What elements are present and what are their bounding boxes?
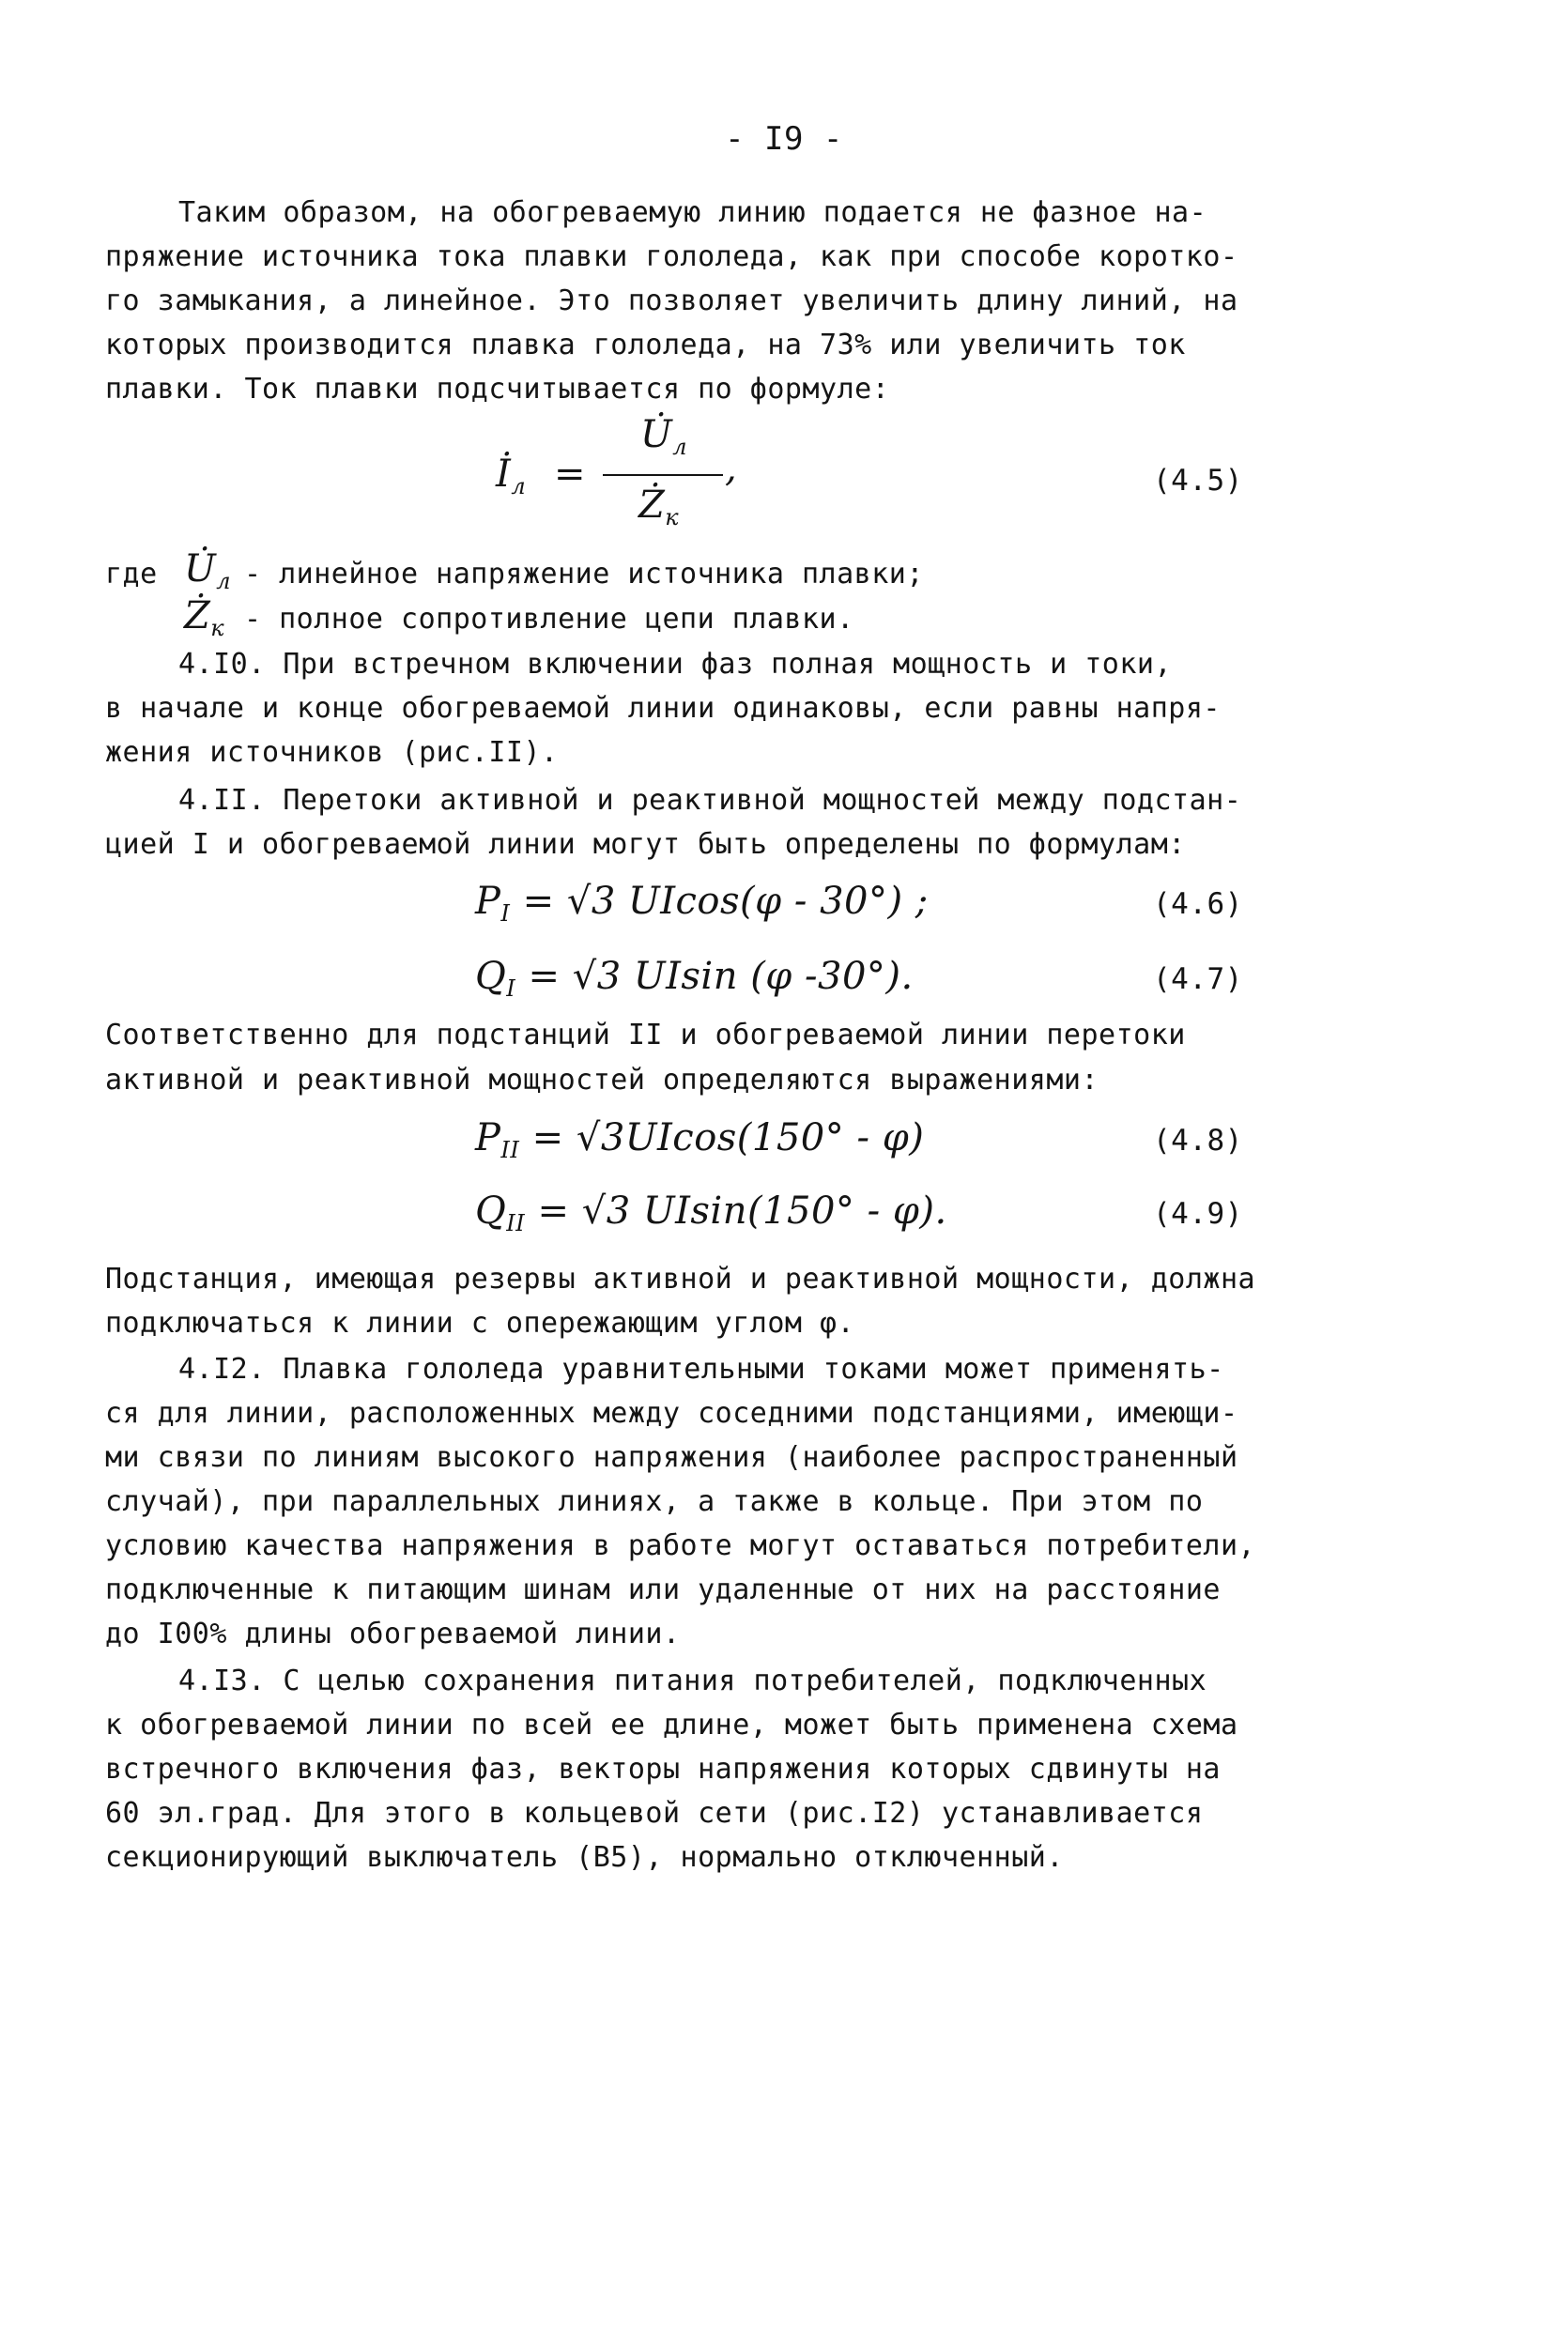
text-line: цией I и обогреваемой линии могут быть определены по формулам: [105,828,1186,861]
eq-numerator: $U̇_л$ [640,413,687,461]
text-line: условию качества напряжения в работе могут оставаться потребители, [105,1529,1256,1562]
where-symbol-z: $Ż_к$ [184,594,225,642]
fraction-bar [603,474,723,476]
where-definition: - полное сопротивление цепи плавки. [244,603,854,636]
text-line: Подстанция, имеющая резервы активной и реактивной мощности, должна [105,1263,1256,1296]
eq-lhs: $İ_л$ [496,453,527,500]
eq-equals: = [554,453,587,496]
text-line: ми связи по линиям высокого напряжения (наиболее распространенный [105,1441,1238,1474]
page-number: - I9 - [725,120,843,158]
equation-4-8: $P_{II} = √3UIcos(150^\circ - \varphi)$ [475,1116,925,1164]
text-line: Таким образом, на обогреваемую линию подается не фазное на- [178,196,1207,229]
where-definition: - линейное напряжение источника плавки; [244,558,924,591]
text-line: 4.I3. С целью сохранения питания потребителей, подключенных [178,1665,1207,1697]
where-symbol-u: $U̇_л$ [184,547,231,595]
text-line: подключенные к питающим шинам или удаленные от них на расстояние [105,1573,1221,1606]
text-line: в начале и конце обогреваемой линии одинаковы, если равны напря- [105,692,1221,725]
text-line: встречного включения фаз, векторы напряжения которых сдвинуты на [105,1753,1221,1786]
equation-4-6: $P_I = √3$ UIcos(φ - 30°) ; [475,880,929,928]
equation-4-7: $Q_I = √3$ UIsin (φ -30°). [475,955,914,1003]
text-line: 4.II. Перетоки активной и реактивной мощностей между подстан- [178,784,1242,817]
text-line: которых производится плавка гололеда, на 73% или увеличить ток [105,329,1186,361]
text-line: 60 эл.град. Для этого в кольцевой сети (рис.I2) устанавливается [105,1797,1204,1830]
eq-denominator: $Ż_к$ [638,483,680,531]
equation-number: (4.6) [1153,887,1243,921]
text-line: пряжение источника тока плавки гололеда, как при способе коротко- [105,240,1238,273]
equation-number: (4.8) [1153,1124,1243,1158]
text-line: случай), при параллельных линиях, а также в кольце. При этом по [105,1485,1204,1518]
equation-number: (4.9) [1153,1197,1243,1231]
eq-comma: , [725,447,738,490]
text-line: подключаться к линии с опережающим углом φ. [105,1307,855,1340]
text-line: ся для линии, расположенных между соседними подстанциями, имеющи- [105,1397,1238,1430]
text-line: плавки. Ток плавки подсчитывается по формуле: [105,373,890,406]
text-line: жения источников (рис.II). [105,736,559,769]
text-line: 4.I2. Плавка гололеда уравнительными токами может применять- [178,1353,1224,1386]
text-line: го замыкания, а линейное. Это позволяет увеличить длину линий, на [105,284,1238,317]
equation-number: (4.5) [1153,464,1243,498]
equation-4-9: $Q_{II} = √3$ UIsin(150° - φ). [475,1189,947,1237]
text-line: до I00% длины обогреваемой линии. [105,1618,681,1650]
equation-number: (4.7) [1153,962,1243,996]
where-label: где [105,558,158,591]
text-line: активной и реактивной мощностей определяются выражениями: [105,1064,1099,1097]
text-line: секционирующий выключатель (В5), нормально отключенный. [105,1841,1064,1874]
text-line: Соответственно для подстанций II и обогреваемой линии перетоки [105,1019,1186,1051]
text-line: к обогреваемой линии по всей ее длине, может быть применена схема [105,1709,1238,1742]
text-line: 4.I0. При встречном включении фаз полная мощность и токи, [178,648,1173,681]
